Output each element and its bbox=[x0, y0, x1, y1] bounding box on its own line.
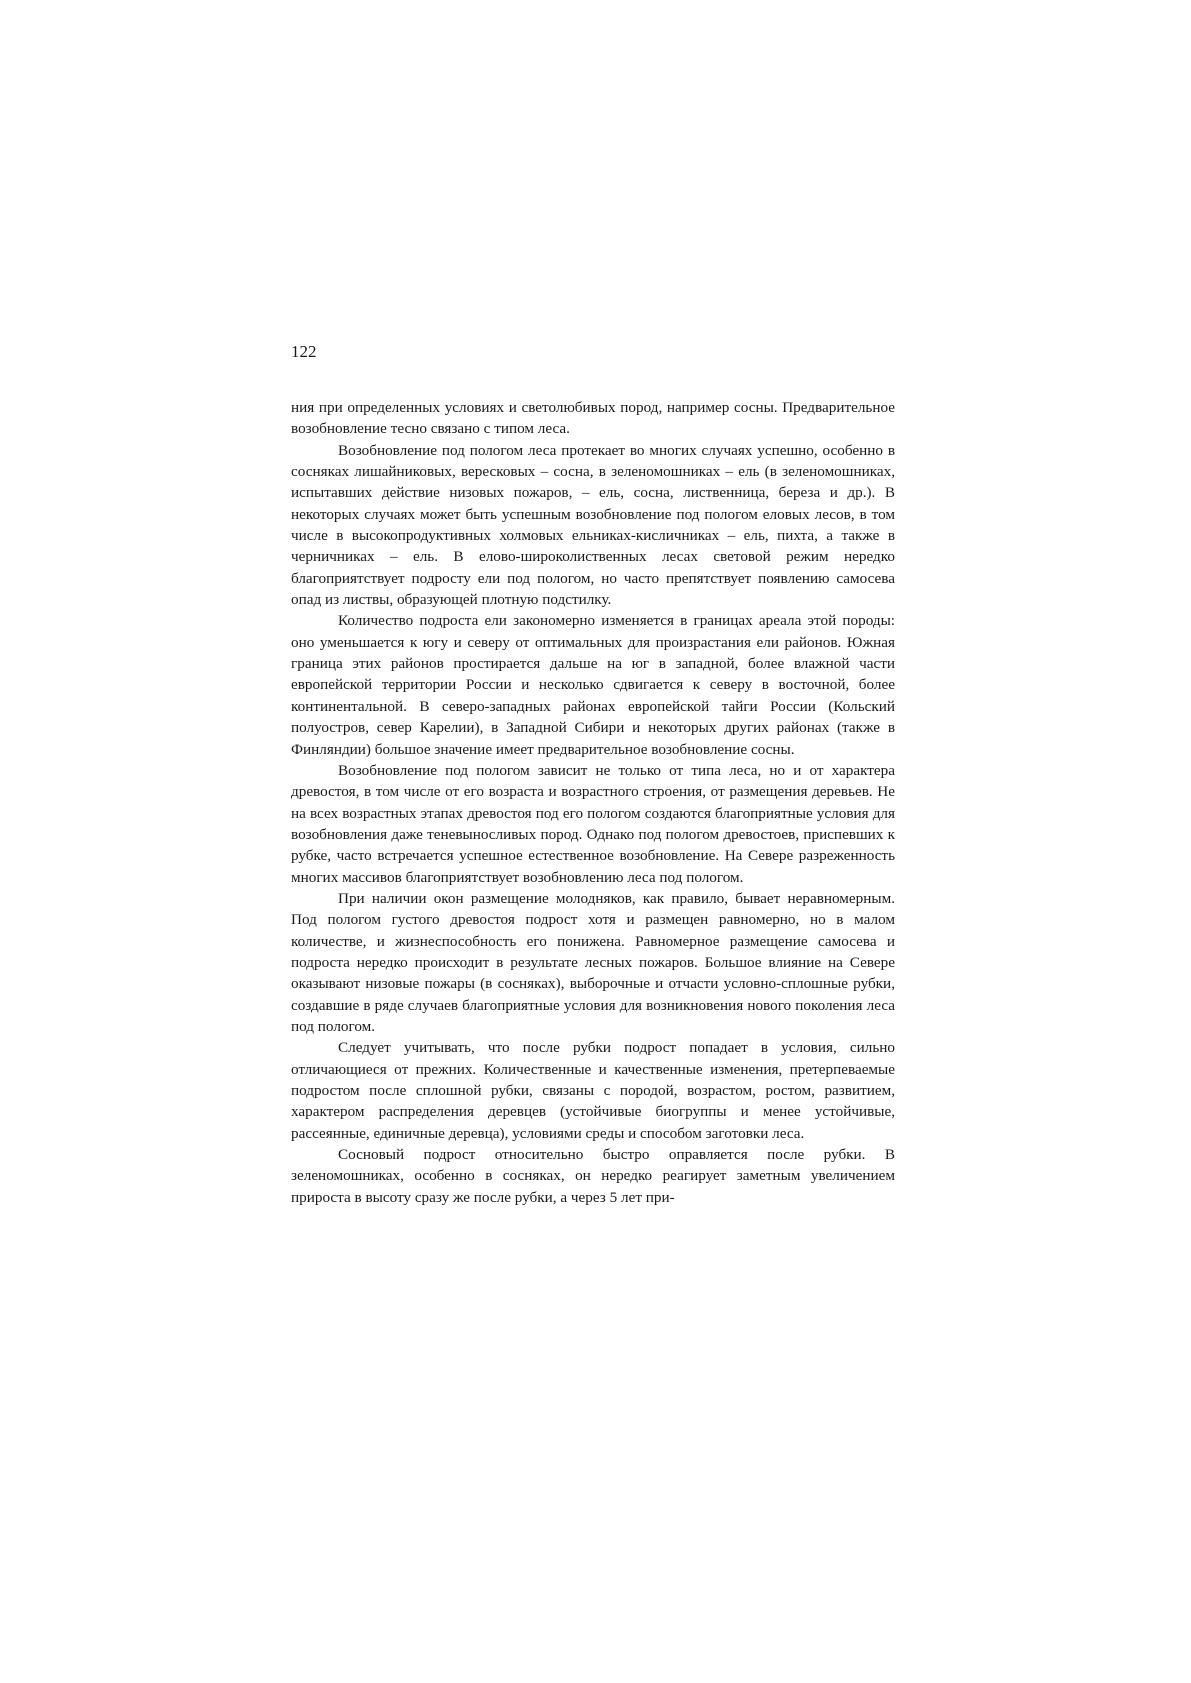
paragraph: Сосновый подрост относительно быстро оправляется после рубки. В зеленомошниках, особенно в сосняках, он нередко реагирует заметным увеличением прироста в высоту сразу же после рубки, а через 5 лет при- bbox=[291, 1146, 895, 1206]
paragraph: Следует учитывать, что после рубки подрост попадает в условия, сильно отличающиеся от прежних. Количественные и качественные изменения, претерпеваемые подростом после сплошной рубки, связаны с породой, возрастом, ростом, развитием, характером распределения деревцев (устойчивые биогруппы и менее устойчивые, рассеянные, единичные деревца), условиями среды и способом заготовки леса. bbox=[291, 1039, 895, 1142]
page-number: 122 bbox=[291, 342, 317, 361]
paragraph: При наличии окон размещение молодняков, как правило, бывает неравномерным. Под пологом густого древостоя подрост хотя и размещен равномерно, но в малом количестве, и жизнеспособность его понижена. Равномерное размещение самосева и подроста нередко происходит в результате лесных пожаров. Большое влияние на Севере оказывают низовые пожары (в сосняках), выборочные и отчасти условно-сплошные рубки, создавшие в ряде случаев благоприятные условия для возникновения нового поколения леса под пологом. bbox=[291, 889, 895, 1035]
paragraph: Возобновление под пологом леса протекает во многих случаях успешно, особенно в сосняках лишайниковых, вересковых – сосна, в зеленомошниках – ель (в зеленомошниках, испытавших действие низовых пожаров, – ель, сосна, лиственница, береза и др.). В некоторых случаях может быть успешным возобновление под пологом еловых лесов, в том числе в высокопродуктивных холмовых ельниках-кисличниках – ель, пихта, а также в черничниках – ель. В елово-широколиственных лесах световой режим нередко благоприятствует подросту ели под пологом, но часто препятствует появлению самосева опад из листвы, образующей плотную подстилку. bbox=[291, 441, 895, 609]
paragraph-continuation: ния при определенных условиях и светолюбивых пород, например сосны. Предварительное возобновление тесно связано с типом леса. bbox=[291, 399, 895, 438]
paragraph: Количество подроста ели закономерно изменяется в границах ареала этой породы: оно уменьшается к югу и северу от оптимальных для произрастания ели районов. Южная граница этих районов простирается дальше на юг в западной, более влажной части европейской территории России и несколько сдвигается к северу в восточной, более континентальной. В северо-западных районах европейской тайги России (Кольский полуостров, север Карелии), в Западной Сибири и некоторых других районах (также в Финляндии) большое значение имеет предварительное возобновление сосны. bbox=[291, 612, 895, 758]
body-text bbox=[291, 397, 895, 1208]
paragraph: Возобновление под пологом зависит не только от типа леса, но и от характера древостоя, в том числе от его возраста и возрастного строения, от размещения деревьев. Не на всех возрастных этапах древостоя под его пологом создаются благоприятные условия для возобновления даже теневыносливых пород. Однако под пологом древостоев, приспевших к рубке, часто встречается успешное естественное возобновление. На Севере разреженность многих массивов благоприятствует возобновлению леса под пологом. bbox=[291, 761, 895, 886]
